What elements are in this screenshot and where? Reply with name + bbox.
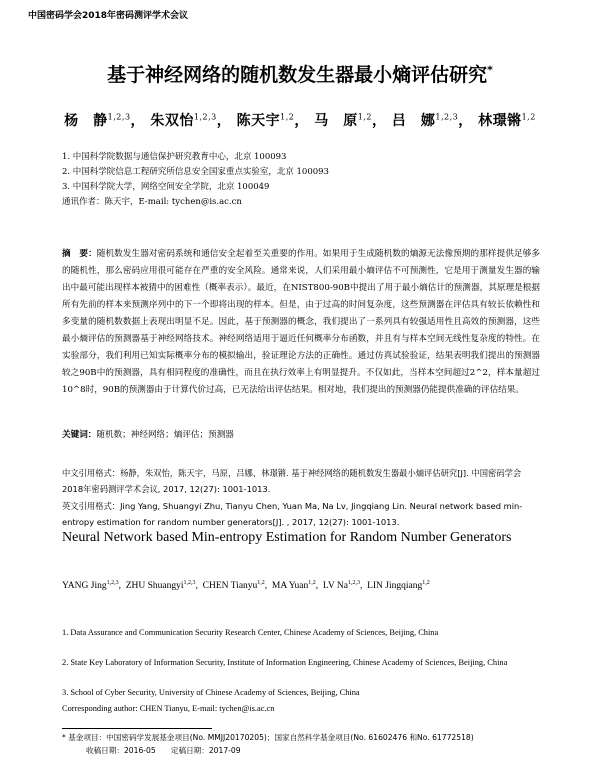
keywords-label: 关键词：	[62, 430, 97, 440]
footnote-rule	[62, 728, 212, 729]
chinese-affiliation: 3. 中国科学院大学，网络空间安全学院，北京 100049	[62, 182, 270, 192]
author: 马 原$^{1,2}$	[314, 112, 372, 129]
author: MA Yuan$^{1,2}$	[271, 580, 316, 592]
author: 陈天宇$^{1,2}$	[236, 112, 295, 129]
title-footnote-mark: *	[487, 63, 493, 77]
keywords-text: 随机数；神经网络；熵评估；预测器	[96, 430, 234, 440]
author: ZHU Shuangyi$^{1,2,3}$	[125, 580, 196, 592]
chinese-affiliation: 1. 中国科学院数据与通信保护研究教育中心，北京 100093	[62, 152, 287, 162]
english-affiliation: 3. School of Cyber Security, University of Chinese Academy of Sciences, Beijing, China	[62, 688, 360, 697]
footnote-funding: * 基金项目：中国密码学发展基金项目(No. MMJJ20170205)；国家自然科学基金项目(No. 61602476 和No. 61772518)	[62, 733, 474, 742]
chinese-title-text: 基于神经网络的随机数发生器最小熵评估研究	[107, 64, 488, 86]
author: YANG Jing$^{1,2,3}$	[62, 580, 119, 592]
citation-chinese: 中文引用格式：杨静，朱双怡，陈天宇，马原，吕娜，林璟锵. 基于神经网络的随机数发生器最小熵评估研究[J]. 中国密码学会2018年密码测评学术会议, 2017, 12(27): 1001-1013.	[62, 468, 522, 494]
chinese-affiliation: 2. 中国科学院信息工程研究所信息安全国家重点实验室，北京 100093	[62, 167, 329, 177]
chinese-author-list: 杨 静$^{1,2,3}$， 朱双怡$^{1,2,3}$， 陈天宇$^{1,2}$， 马 原$^{1,2}$， 吕 娜$^{1,2,3}$， 林璟锵$^{1,2}$	[64, 112, 536, 129]
author: LV Na$^{1,2,3}$	[322, 580, 360, 592]
author: 林璟锵$^{1,2}$	[478, 112, 536, 129]
english-affiliation: 1. Data Assurance and Communication Security Research Center, Chinese Academy of Sciences, Beijing, China	[62, 628, 439, 637]
chinese-title	[0, 60, 600, 87]
abstract-text: 随机数发生器对密码系统和通信安全起着至关重要的作用。如果用于生成随机数的熵源无法像预期的那样提供足够多的随机性，那么密码应用很可能存在严重的安全风险。通常来说，人们采用最小熵评估不可预测性，它是用于测量发生器的输出中最可能出现样本被猜中的困难性（概率表示）。最近，在NIST800-90B中提出了用于最小熵估计的预测器，其原理是根据所有先前的样本来预测序列中的下一个即将出现的样本。但是，由于过高的时间复杂度，这些预测器在评估具有较长依赖性和多变量的随机数数据上表现出明显不足。因此，基于预测器的概念，我们提出了一系列具有较强适用性且高效的预测器，这些最小熵评估的预测器基于神经网络技术。神经网络适用于逼近任何概率分布函数，并且有与样本空间无线性复杂度的特性。在实验部分，我们利用已知实际概率分布的模拟输出，验证理论方法的正确性。通过仿真试验验证，结果表明我们提出的预测器较之90B中的预测器，具有相同程度的准确性，而且在执行效率上有明显提升。不仅如此，当样本空间超过2^2，样本量超过10^8时，90B的预测器由于计算代价过高，已无法给出评估结果。相对地，我们提出的预测器仍能提供准确的评估结果。	[62, 249, 540, 395]
english-author-list: YANG Jing$^{1,2,3}$, ZHU Shuangyi$^{1,2,3}$, CHEN Tianyu$^{1,2}$, MA Yuan$^{1,2}$, LV Na$^{1,2,3}$, LIN Jingqiang$^{1,2}$	[62, 580, 430, 592]
citation-english: 英文引用格式：Jing Yang, Shuangyi Zhu, Tianyu Chen, Yuan Ma, Na Lv, Jingqiang Lin. Neural network based min-entropy estimation for random number generators[J]. , 2017, 12(27): 1001-1013.	[62, 501, 523, 527]
author: 吕 娜$^{1,2,3}$	[391, 112, 459, 129]
chinese-correspondence: 通讯作者：陈天宇，E-mail: tychen@is.ac.cn	[62, 197, 242, 207]
chinese-abstract	[62, 246, 540, 399]
chinese-keywords	[62, 428, 234, 440]
conference-header: 中国密码学会2018年密码测评学术会议	[28, 11, 189, 21]
english-correspondence: Corresponding author: CHEN Tianyu, E-mail: tychen@is.ac.cn	[62, 704, 275, 713]
footnote-dates: 收稿日期：2016-05 定稿日期：2017-09	[86, 746, 241, 755]
author: 朱双怡$^{1,2,3}$	[150, 112, 217, 129]
english-affiliation: 2. State Key Laboratory of Information Security, Institute of Information Engineering, Chinese Academy of Sciences, Beijing, China	[62, 658, 508, 667]
abstract-label: 摘 要：	[62, 249, 97, 259]
english-title: Neural Network based Min-entropy Estimation for Random Number Generators	[62, 530, 512, 545]
author: CHEN Tianyu$^{1,2}$	[202, 580, 265, 592]
author: LIN Jingqiang$^{1,2}$	[367, 580, 430, 592]
author: 杨 静$^{1,2,3}$	[64, 112, 131, 129]
